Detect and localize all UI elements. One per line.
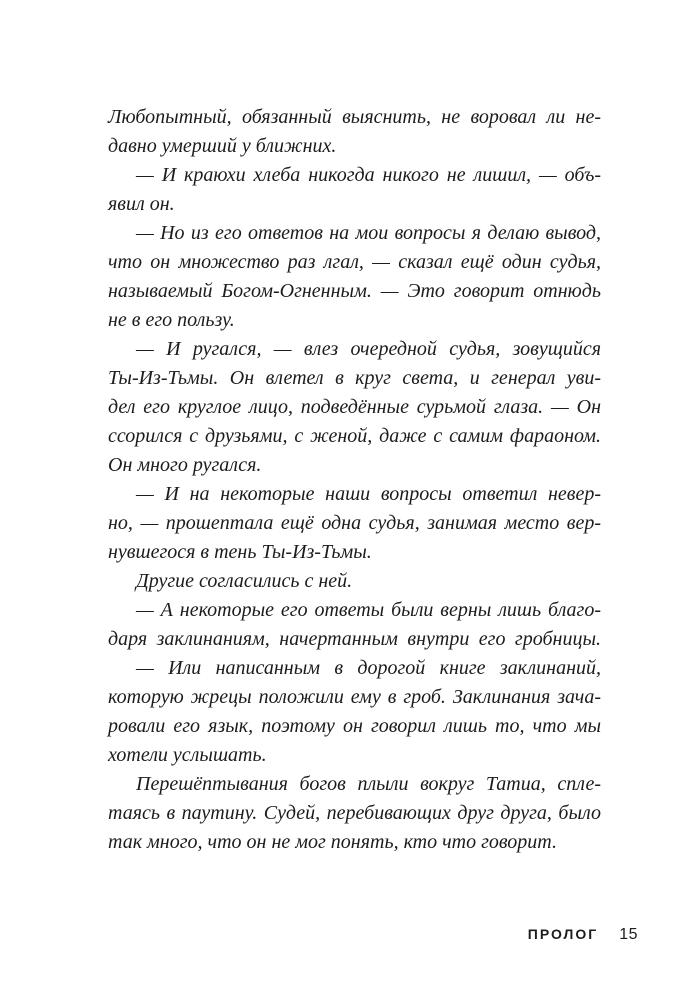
footer-section-label: ПРОЛОГ (527, 926, 599, 942)
text-line: которую жрецы положили ему в гроб. Заклинания зача- (108, 686, 601, 708)
text-line: — И краюхи хлеба никогда никого не лишил, — объ- (136, 164, 601, 186)
text-line: Ты-Из-Тьмы. Он влетел в круг света, и генерал уви- (108, 367, 601, 389)
text-line: — И ругался, — влез очередной судья, зовущийся (136, 338, 601, 360)
text-line: нувшегося в тень Ты-Из-Тьмы. (108, 541, 372, 563)
text-line: Другие согласились с ней. (136, 570, 353, 592)
page-number: 15 (619, 926, 638, 943)
text-line: называемый Богом-Огненным. — Это говорит отнюдь (108, 280, 601, 302)
text-line: таясь в паутину. Судей, перебивающих друг друга, было (108, 802, 601, 824)
text-line: даря заклинаниям, начертанным внутри его гробницы. (108, 628, 601, 650)
text-line: дел его круглое лицо, подведённые сурьмой глаза. — Он (108, 396, 601, 418)
text-line: — И на некоторые наши вопросы ответил невер- (136, 483, 601, 505)
text-line: Перешёптывания богов плыли вокруг Татиа, спле- (136, 773, 601, 795)
text-line: не в его пользу. (108, 309, 235, 331)
text-line: но, — прошептала ещё одна судья, занимая место вер- (108, 512, 601, 534)
running-footer (0, 926, 638, 944)
text-line: что он множество раз лгал, — сказал ещё один судья, (108, 251, 601, 273)
text-line: Любопытный, обязанный выяснить, не воровал ли не- (108, 106, 601, 128)
text-line: — Но из его ответов на мои вопросы я делаю вывод, (136, 222, 601, 244)
text-line: ссорился с друзьями, с женой, даже с самим фараоном. (108, 425, 601, 447)
text-line: хотели услышать. (108, 744, 267, 766)
text-line: Он много ругался. (108, 454, 262, 476)
text-line: так много, что он не мог понять, кто что говорит. (108, 831, 557, 853)
body-text (108, 103, 601, 857)
text-line: давно умерший у ближних. (108, 135, 337, 157)
text-line: — А некоторые его ответы были верны лишь благо- (136, 599, 601, 621)
text-line: — Или написанным в дорогой книге заклинаний, (136, 657, 601, 679)
text-line: ровали его язык, поэтому он говорил лишь то, что мы (108, 715, 601, 737)
text-line: явил он. (108, 193, 175, 215)
